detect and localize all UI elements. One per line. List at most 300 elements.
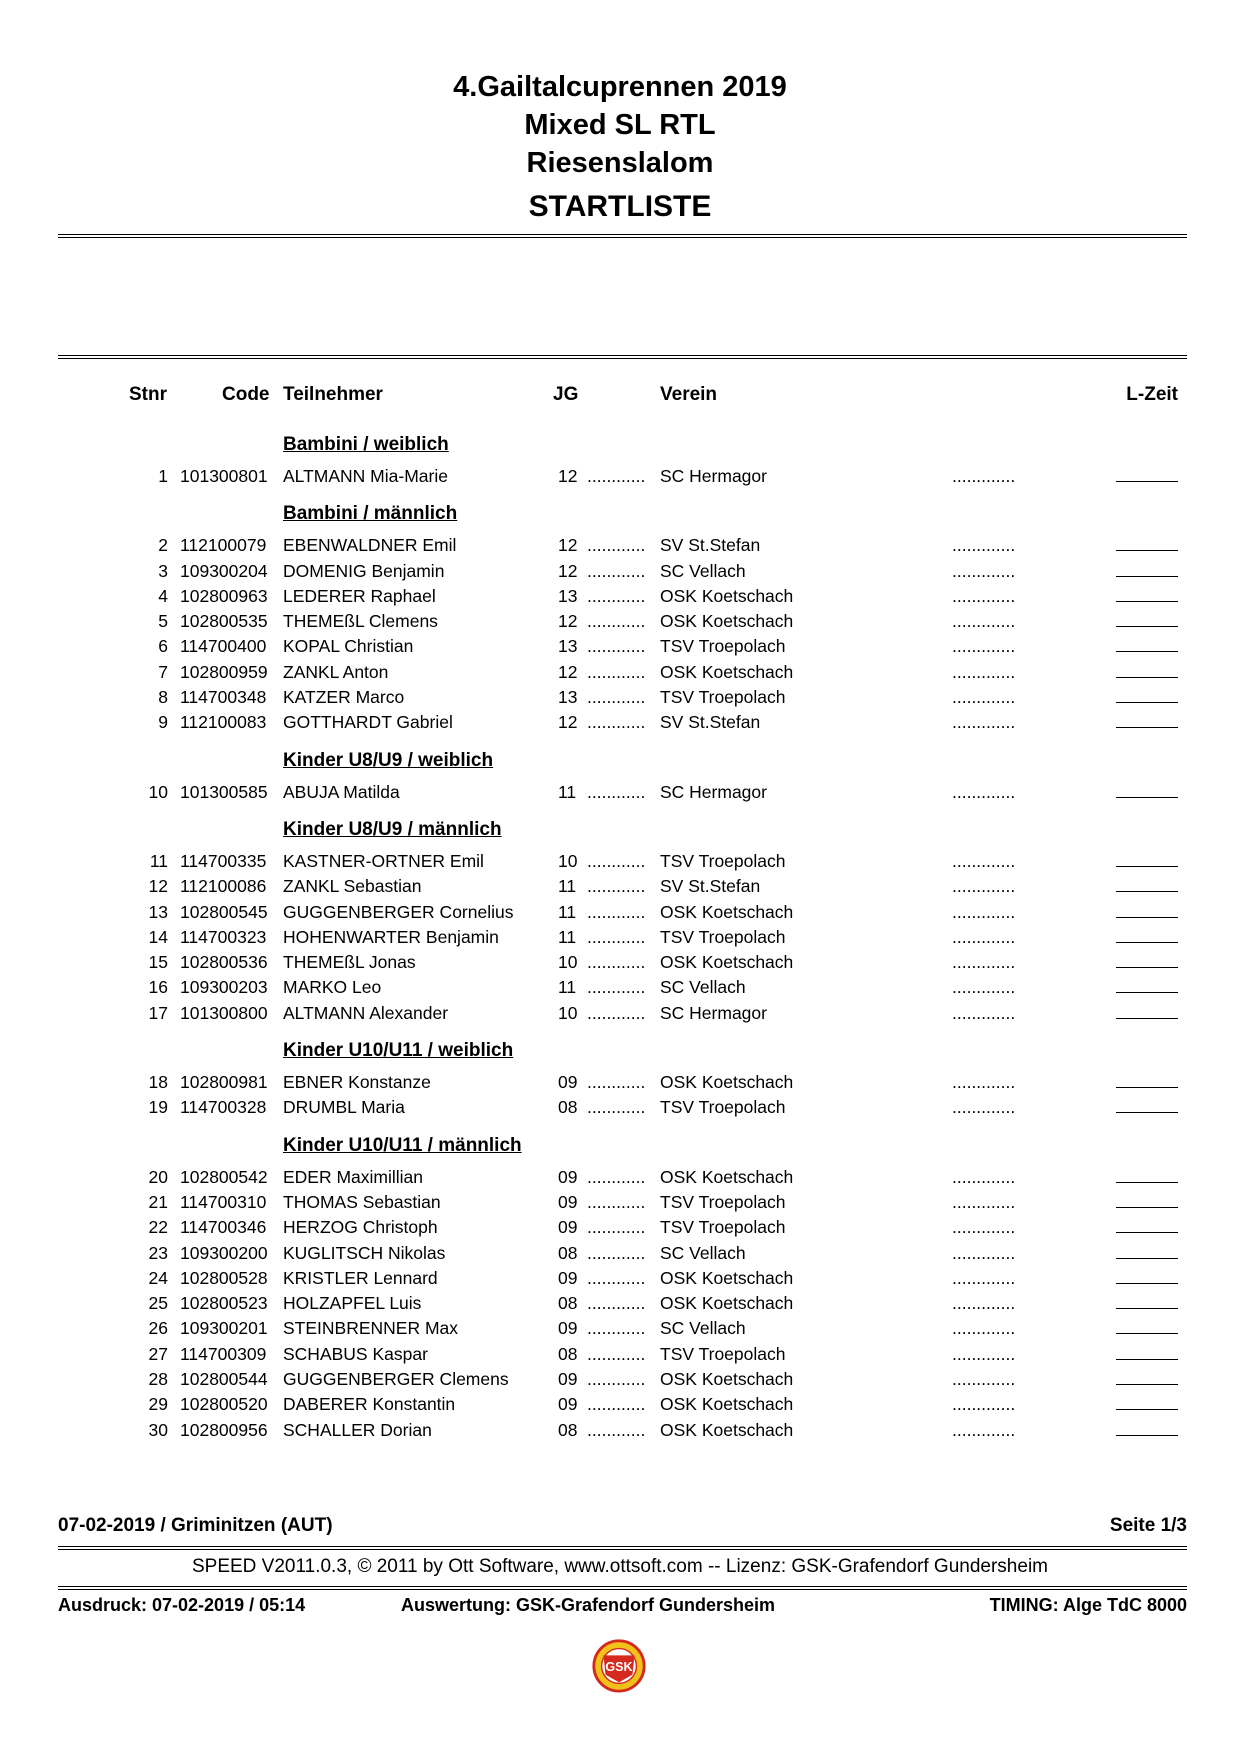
club-name: OSK Koetschach — [660, 1293, 794, 1314]
time-blank-line — [1116, 626, 1178, 627]
club-name: TSV Troepolach — [660, 1097, 786, 1118]
event-title: 4.Gailtalcuprennen 2019 — [453, 71, 787, 103]
leader-dots: ............ — [587, 1242, 646, 1263]
table-row — [0, 1215, 1240, 1240]
start-number: 8 — [158, 687, 168, 708]
section-title — [0, 750, 1240, 780]
section-title — [0, 819, 1240, 849]
birth-year: 12 — [558, 535, 578, 556]
leader-dots: ............. — [952, 1343, 1016, 1364]
time-blank-line — [1116, 702, 1178, 703]
birth-year: 10 — [558, 1002, 578, 1023]
leader-dots: ............. — [952, 585, 1016, 606]
table-row — [0, 1070, 1240, 1095]
start-number: 16 — [148, 977, 168, 998]
club-name: OSK Koetschach — [660, 1369, 794, 1390]
leader-dots: ............ — [587, 661, 646, 682]
time-blank-line — [1116, 677, 1178, 678]
time-blank-line — [1116, 1232, 1178, 1233]
time-blank-line — [1116, 481, 1178, 482]
leader-dots: ............. — [952, 1242, 1016, 1263]
leader-dots: ............. — [952, 466, 1016, 486]
start-number: 5 — [158, 611, 168, 632]
header-divider — [58, 234, 1187, 238]
table-row — [0, 533, 1240, 558]
athlete-code: 101300585 — [180, 781, 268, 802]
discipline: Riesenslalom — [526, 147, 714, 179]
club-name: TSV Troepolach — [660, 636, 786, 657]
athlete-code: 114700328 — [180, 1097, 267, 1118]
birth-year: 11 — [558, 977, 577, 998]
leader-dots: ............. — [952, 1394, 1016, 1415]
leader-dots: ............ — [587, 1217, 646, 1238]
athlete-code: 101300801 — [180, 466, 268, 486]
time-blank-line — [1116, 550, 1178, 551]
club-name: SV St.Stefan — [660, 712, 761, 733]
table-row — [0, 1266, 1240, 1291]
club-name: SC Hermagor — [660, 1002, 767, 1023]
start-number: 12 — [148, 876, 168, 897]
time-blank-line — [1116, 891, 1178, 892]
time-blank-line — [1116, 1182, 1178, 1183]
athlete-name: DRUMBL Maria — [283, 1097, 405, 1118]
athlete-name: LEDERER Raphael — [283, 585, 436, 606]
leader-dots: ............. — [952, 535, 1016, 556]
birth-year: 08 — [558, 1293, 578, 1314]
birth-year: 11 — [558, 901, 577, 922]
start-number: 2 — [158, 535, 168, 556]
time-blank-line — [1116, 1207, 1178, 1208]
leader-dots: ............ — [587, 977, 646, 998]
athlete-name: MARKO Leo — [283, 977, 382, 998]
leader-dots: ............. — [952, 901, 1016, 922]
club-name: SC Vellach — [660, 560, 746, 581]
birth-year: 08 — [558, 1419, 578, 1440]
leader-dots: ............ — [587, 781, 646, 802]
leader-dots: ............. — [952, 712, 1016, 733]
section-title — [0, 1135, 1240, 1165]
time-blank-line — [1116, 1258, 1178, 1259]
table-row — [0, 1367, 1240, 1392]
birth-year: 08 — [558, 1343, 578, 1364]
time-blank-line — [1116, 1283, 1178, 1284]
leader-dots: ............ — [587, 876, 646, 897]
time-blank-line — [1116, 866, 1178, 867]
birth-year: 11 — [558, 876, 577, 897]
start-number: 26 — [148, 1318, 168, 1339]
club-name: OSK Koetschach — [660, 1267, 794, 1288]
software-credit: SPEED V2011.0.3, © 2011 by Ott Software, www.ottsoft.com -- Lizenz: GSK-Grafendorf Gundersheim — [191, 1556, 1048, 1577]
gsk-logo-icon — [590, 1636, 648, 1694]
table-row — [0, 1418, 1240, 1443]
column-headers — [0, 384, 1240, 408]
athlete-name: KATZER Marco — [283, 687, 405, 708]
leader-dots: ............ — [587, 1394, 646, 1415]
athlete-code: 114700335 — [180, 850, 267, 871]
club-name: SV St.Stefan — [660, 876, 761, 897]
athlete-name: ALTMANN Alexander — [283, 1002, 449, 1023]
evaluation: Auswertung: GSK-Grafendorf Gundersheim — [401, 1595, 776, 1615]
start-number: 1 — [158, 466, 168, 486]
time-blank-line — [1116, 1359, 1178, 1360]
leader-dots: ............. — [952, 876, 1016, 897]
leader-dots: ............ — [587, 1097, 646, 1118]
start-number: 4 — [158, 585, 168, 606]
birth-year: 09 — [558, 1166, 578, 1187]
leader-dots: ............ — [587, 952, 646, 973]
athlete-code: 102800528 — [180, 1267, 268, 1288]
table-row — [0, 1241, 1240, 1266]
section-title-text: Bambini / männlich — [283, 503, 458, 525]
start-number: 14 — [148, 926, 168, 947]
table-row — [0, 634, 1240, 659]
athlete-name: KOPAL Christian — [283, 636, 414, 657]
time-blank-line — [1116, 1384, 1178, 1385]
logo-text: GSK — [605, 1659, 633, 1674]
leader-dots: ............. — [952, 952, 1016, 973]
leader-dots: ............. — [952, 1419, 1016, 1440]
start-number: 21 — [148, 1191, 168, 1212]
birth-year: 08 — [558, 1242, 578, 1263]
start-number: 7 — [158, 661, 168, 682]
start-number: 24 — [148, 1267, 168, 1288]
leader-dots: ............ — [587, 611, 646, 632]
leader-dots: ............ — [587, 535, 646, 556]
start-number: 29 — [148, 1394, 168, 1415]
table-row — [0, 1001, 1240, 1026]
table-row — [0, 874, 1240, 899]
athlete-code: 109300204 — [180, 560, 268, 581]
athlete-code: 112100079 — [180, 535, 267, 556]
athlete-code: 114700309 — [180, 1343, 267, 1364]
athlete-code: 102800535 — [180, 611, 268, 632]
col-club: Verein — [660, 384, 718, 405]
time-blank-line — [1116, 601, 1178, 602]
table-row — [0, 1392, 1240, 1417]
start-number: 19 — [148, 1097, 168, 1118]
table-row — [0, 584, 1240, 609]
birth-year: 13 — [558, 636, 578, 657]
athlete-code: 114700346 — [180, 1217, 267, 1238]
athlete-name: SCHALLER Dorian — [283, 1419, 432, 1440]
club-name: SC Vellach — [660, 1318, 746, 1339]
birth-year: 11 — [558, 926, 577, 947]
time-blank-line — [1116, 917, 1178, 918]
table-row — [0, 609, 1240, 634]
leader-dots: ............ — [587, 1419, 646, 1440]
start-number: 27 — [148, 1343, 168, 1364]
start-list — [0, 434, 1240, 1443]
athlete-name: ABUJA Matilda — [283, 781, 400, 802]
time-blank-line — [1116, 727, 1178, 728]
club-name: TSV Troepolach — [660, 926, 786, 947]
leader-dots: ............. — [952, 1002, 1016, 1023]
start-number: 15 — [148, 952, 168, 973]
athlete-code: 101300800 — [180, 1002, 268, 1023]
leader-dots: ............. — [952, 636, 1016, 657]
leader-dots: ............. — [952, 926, 1016, 947]
birth-year: 10 — [558, 850, 578, 871]
athlete-name: SCHABUS Kaspar — [283, 1343, 428, 1364]
section-title — [0, 1040, 1240, 1070]
table-row — [0, 1291, 1240, 1316]
athlete-code: 112100086 — [180, 876, 267, 897]
birth-year: 12 — [558, 560, 578, 581]
leader-dots: ............. — [952, 1293, 1016, 1314]
athlete-name: HOHENWARTER Benjamin — [283, 926, 499, 947]
athlete-code: 109300200 — [180, 1242, 268, 1263]
table-row — [0, 925, 1240, 950]
birth-year: 11 — [558, 781, 577, 802]
club-name: SC Vellach — [660, 1242, 746, 1263]
club-name: OSK Koetschach — [660, 1166, 794, 1187]
athlete-name: HERZOG Christoph — [283, 1217, 438, 1238]
club-name: OSK Koetschach — [660, 1419, 794, 1440]
col-time: L-Zeit — [1126, 384, 1178, 405]
leader-dots: ............ — [587, 1267, 646, 1288]
time-blank-line — [1116, 651, 1178, 652]
time-blank-line — [1116, 1112, 1178, 1113]
col-name: Teilnehmer — [283, 384, 383, 405]
time-blank-line — [1116, 992, 1178, 993]
athlete-name: THEMEßL Clemens — [283, 611, 438, 632]
table-row — [0, 1342, 1240, 1367]
leader-dots: ............. — [952, 1318, 1016, 1339]
leader-dots: ............. — [952, 1217, 1016, 1238]
event-category: Mixed SL RTL — [524, 109, 716, 141]
club-name: SC Hermagor — [660, 466, 767, 486]
section-title-text: Bambini / weiblich — [283, 434, 449, 455]
athlete-code: 114700310 — [180, 1191, 267, 1212]
leader-dots: ............. — [952, 1369, 1016, 1390]
table-row — [0, 685, 1240, 710]
section-title-text: Kinder U8/U9 / männlich — [283, 818, 502, 840]
start-number: 22 — [148, 1217, 168, 1238]
leader-dots: ............. — [952, 850, 1016, 871]
timing: TIMING: Alge TdC 8000 — [989, 1595, 1187, 1615]
leader-dots: ............ — [587, 687, 646, 708]
table-row — [0, 1190, 1240, 1215]
footer-meta — [58, 1595, 1187, 1621]
club-name: TSV Troepolach — [660, 1343, 786, 1364]
birth-year: 09 — [558, 1318, 578, 1339]
birth-year: 13 — [558, 687, 578, 708]
birth-year: 12 — [558, 466, 578, 486]
time-blank-line — [1116, 1018, 1178, 1019]
leader-dots: ............ — [587, 712, 646, 733]
time-blank-line — [1116, 1087, 1178, 1088]
leader-dots: ............. — [952, 977, 1016, 998]
athlete-code: 114700323 — [180, 926, 267, 947]
document-type: STARTLISTE — [528, 190, 712, 223]
club-name: OSK Koetschach — [660, 1072, 794, 1093]
time-blank-line — [1116, 942, 1178, 943]
athlete-name: STEINBRENNER Max — [283, 1318, 459, 1339]
start-number: 18 — [148, 1072, 168, 1093]
birth-year: 09 — [558, 1217, 578, 1238]
section-title — [0, 503, 1240, 533]
club-name: SC Hermagor — [660, 781, 767, 802]
col-stnr: Stnr — [129, 384, 167, 405]
table-row — [0, 1165, 1240, 1190]
table-row — [0, 780, 1240, 805]
time-blank-line — [1116, 1333, 1178, 1334]
athlete-name: KRISTLER Lennard — [283, 1267, 438, 1288]
leader-dots: ............ — [587, 850, 646, 871]
section-title-text: Kinder U8/U9 / weiblich — [283, 749, 494, 771]
club-name: OSK Koetschach — [660, 661, 794, 682]
col-jg: JG — [553, 384, 579, 405]
athlete-code: 114700348 — [180, 687, 267, 708]
athlete-name: ZANKL Sebastian — [283, 876, 422, 897]
leader-dots: ............ — [587, 1166, 646, 1187]
athlete-code: 102800536 — [180, 952, 268, 973]
footer-info — [58, 1515, 1187, 1541]
leader-dots: ............. — [952, 611, 1016, 632]
leader-dots: ............ — [587, 466, 646, 486]
leader-dots: ............ — [587, 1318, 646, 1339]
time-blank-line — [1116, 1435, 1178, 1436]
athlete-name: DABERER Konstantin — [283, 1394, 456, 1415]
club-name: TSV Troepolach — [660, 687, 786, 708]
start-number: 25 — [148, 1293, 168, 1314]
birth-year: 08 — [558, 1097, 578, 1118]
leader-dots: ............. — [952, 687, 1016, 708]
start-number: 9 — [158, 712, 168, 733]
club-name: TSV Troepolach — [660, 850, 786, 871]
athlete-code: 109300203 — [180, 977, 268, 998]
athlete-name: DOMENIG Benjamin — [283, 560, 445, 581]
athlete-code: 112100083 — [180, 712, 267, 733]
athlete-name: EBENWALDNER Emil — [283, 535, 457, 556]
club-name: OSK Koetschach — [660, 585, 794, 606]
club-name: OSK Koetschach — [660, 611, 794, 632]
table-row — [0, 900, 1240, 925]
section-title — [0, 434, 1240, 464]
leader-dots: ............ — [587, 560, 646, 581]
birth-year: 09 — [558, 1394, 578, 1415]
leader-dots: ............. — [952, 1097, 1016, 1118]
col-code: Code — [222, 384, 270, 405]
table-row — [0, 849, 1240, 874]
athlete-code: 114700400 — [180, 636, 267, 657]
time-blank-line — [1116, 967, 1178, 968]
athlete-name: GUGGENBERGER Cornelius — [283, 901, 514, 922]
athlete-code: 102800523 — [180, 1293, 268, 1314]
table-row — [0, 710, 1240, 735]
leader-dots: ............ — [587, 1072, 646, 1093]
table-row — [0, 464, 1240, 489]
leader-dots: ............. — [952, 661, 1016, 682]
birth-year: 10 — [558, 952, 578, 973]
leader-dots: ............ — [587, 926, 646, 947]
birth-year: 12 — [558, 661, 578, 682]
table-row — [0, 660, 1240, 685]
table-row — [0, 559, 1240, 584]
footer-divider — [58, 1546, 1187, 1550]
table-row — [0, 1316, 1240, 1341]
club-name: SV St.Stefan — [660, 535, 761, 556]
athlete-code: 102800956 — [180, 1419, 268, 1440]
leader-dots: ............. — [952, 1072, 1016, 1093]
start-number: 10 — [148, 781, 168, 802]
athlete-code: 102800542 — [180, 1166, 268, 1187]
athlete-code: 102800959 — [180, 661, 268, 682]
athlete-code: 102800544 — [180, 1369, 268, 1390]
leader-dots: ............ — [587, 1293, 646, 1314]
athlete-code: 109300201 — [180, 1318, 268, 1339]
club-name: TSV Troepolach — [660, 1217, 786, 1238]
leader-dots: ............. — [952, 1191, 1016, 1212]
start-number: 30 — [148, 1419, 168, 1440]
birth-year: 12 — [558, 611, 578, 632]
start-number: 13 — [148, 901, 168, 922]
start-number: 28 — [148, 1369, 168, 1390]
table-divider — [58, 355, 1187, 359]
athlete-name: THOMAS Sebastian — [283, 1191, 441, 1212]
club-name: OSK Koetschach — [660, 952, 794, 973]
start-number: 3 — [158, 560, 168, 581]
time-blank-line — [1116, 1308, 1178, 1309]
athlete-name: GUGGENBERGER Clemens — [283, 1369, 509, 1390]
athlete-name: HOLZAPFEL Luis — [283, 1293, 422, 1314]
leader-dots: ............ — [587, 636, 646, 657]
leader-dots: ............ — [587, 585, 646, 606]
athlete-name: THEMEßL Jonas — [283, 952, 416, 973]
athlete-code: 102800981 — [180, 1072, 268, 1093]
leader-dots: ............ — [587, 1002, 646, 1023]
leader-dots: ............. — [952, 1166, 1016, 1187]
athlete-name: GOTTHARDT Gabriel — [283, 712, 453, 733]
athlete-code: 102800963 — [180, 585, 268, 606]
table-row — [0, 950, 1240, 975]
leader-dots: ............. — [952, 781, 1016, 802]
athlete-name: KASTNER-ORTNER Emil — [283, 850, 484, 871]
date-location: 07-02-2019 / Griminitzen (AUT) — [58, 1515, 333, 1536]
start-number: 17 — [148, 1002, 168, 1023]
birth-year: 13 — [558, 585, 578, 606]
time-blank-line — [1116, 1409, 1178, 1410]
time-blank-line — [1116, 576, 1178, 577]
athlete-code: 102800545 — [180, 901, 268, 922]
start-number: 6 — [158, 636, 168, 657]
print-date: Ausdruck: 07-02-2019 / 05:14 — [58, 1595, 306, 1615]
footer-divider-2 — [58, 1586, 1187, 1590]
section-title-text: Kinder U10/U11 / männlich — [283, 1134, 522, 1156]
start-number: 11 — [149, 850, 168, 871]
leader-dots: ............. — [952, 560, 1016, 581]
athlete-name: ZANKL Anton — [283, 661, 389, 682]
club-name: SC Vellach — [660, 977, 746, 998]
birth-year: 09 — [558, 1267, 578, 1288]
page-number: Seite 1/3 — [1109, 1515, 1187, 1536]
start-number: 20 — [148, 1166, 168, 1187]
athlete-name: KUGLITSCH Nikolas — [283, 1242, 446, 1263]
leader-dots: ............ — [587, 1191, 646, 1212]
table-row — [0, 1095, 1240, 1120]
document-header — [0, 68, 1240, 226]
birth-year: 09 — [558, 1072, 578, 1093]
leader-dots: ............ — [587, 1369, 646, 1390]
table-row — [0, 975, 1240, 1000]
birth-year: 09 — [558, 1369, 578, 1390]
time-blank-line — [1116, 797, 1178, 798]
birth-year: 09 — [558, 1191, 578, 1212]
leader-dots: ............ — [587, 1343, 646, 1364]
club-name: OSK Koetschach — [660, 1394, 794, 1415]
birth-year: 12 — [558, 712, 578, 733]
athlete-code: 102800520 — [180, 1394, 268, 1415]
